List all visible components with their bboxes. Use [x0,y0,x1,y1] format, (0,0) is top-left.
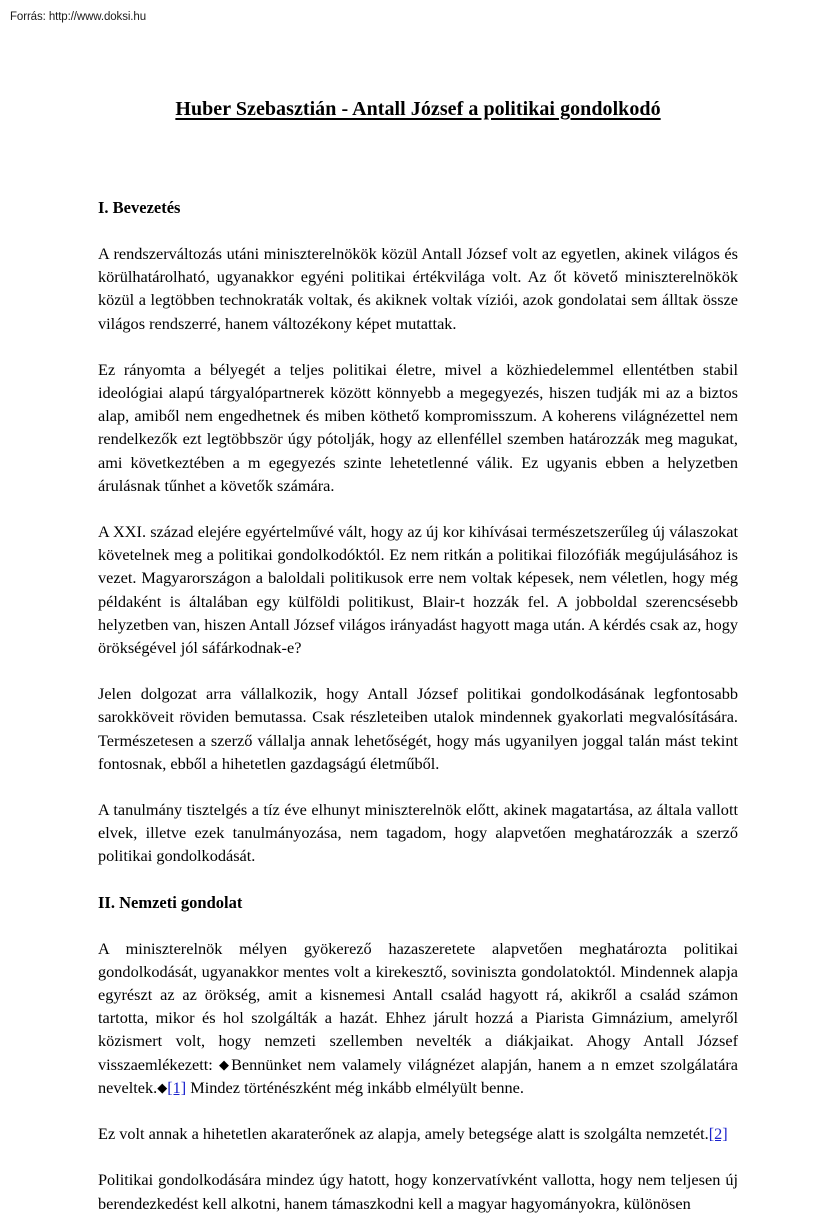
spacer [98,914,738,937]
footnote-link-2[interactable]: [2] [708,1124,728,1144]
section-heading-bevezetes: I. Bevezetés [98,198,181,217]
spacer [98,868,738,892]
paragraph-nemzeti-3: Politikai gondolkodására mindez úgy hatott, hogy konzervatívként vallotta, hogy nem teljesen új berendezkedést kell alkotni, hanem támaszkodni kell a magyar hagyományokra, különösen [98,1170,738,1213]
section-heading-nemzeti-gondolat: II. Nemzeti gondolat [98,892,243,912]
paragraph-intro-1: A rendszerváltozás utáni miniszterelnökök közül Antall József volt az egyetlen, akinek világos és körülhatárolható, ugyanakkor egyéni politikai értékvilága volt. Az őt követő miniszterelnökök közül a legtöbben technokraták voltak, és akiknek voltak víziói, azok gondolatai sem álltak össze világos rendszerré, hanem változékony képet mutattak. [98,244,738,333]
spacer [98,335,738,358]
spacer [98,1099,738,1122]
paragraph-intro-3: A XXI. század elejére egyértelművé vált, hogy az új kor kihívásai természetszerűleg új válaszokat követelnek meg a politikai gondolkodóktól. Ez nem ritkán a politikai filozófiák megújulásához is vezet. Magyarországon a baloldali politikusok erre nem voltak képesek, nem véletlen, hogy még példaként is általában egy külföldi politikust, Blair-t hozzák fel. A jobboldal szerencsésebb helyzetben van, hiszen Antall József világos irányadást hagyott maga után. A kérdés csak az, hogy örökségével jól sáfárkodnak-e? [98,522,738,658]
spacer [98,775,738,798]
paragraph-nemzeti-2 [98,1122,738,1145]
paragraph-intro-2: Ez rányomta a bélyegét a teljes politikai életre, mivel a közhiedelemmel ellentétben stabil ideológiai alapú tárgyalópartnerek között könnyebb a megegyezés, hiszen tudják mi az a biztos alap, amiből nem engedhetnek és miben köthető kompromisszum. A koherens világnézettel nem rendelkezők ezt legtöbbször úgy pótolják, hogy az ellenféllel szemben határozzák meg magukat, ami következtében a m egegyezés szinte lehetetlenné válik. Ez ugyanis ebben a helyzetben árulásnak tűnhet a követők számára. [98,359,738,495]
spacer [98,659,738,682]
page-title: Huber Szebasztián - Antall József a politikai gondolkodó [175,98,661,120]
replacement-char-close-quote-icon: ◆ [157,1080,168,1096]
paragraph-text-tail: Mindez történészként még inkább elmélyült benne. [186,1077,524,1097]
paragraph-nemzeti-1 [98,937,738,1099]
paragraph-intro-5: A tanulmány tisztelgés a tíz éve elhunyt miniszterelnök előtt, akinek magatartása, az általa vallott elvek, illetve ezek tanulmányozása, nem tagadom, hogy alapvetően meghatározzák a szerző politikai gondolkodását. [98,800,738,866]
footnote-link-1[interactable]: [1] [167,1077,187,1097]
paragraph-text: Ez volt annak a hihetetlen akaraterőnek az alapja, amely betegsége alatt is szolgálta nemzetét. [98,1124,709,1144]
quoted-text: Bennünket nem valamely világnézet alapján, hanem a n emzet szolgálatára neveltek. [98,1054,739,1097]
replacement-char-open-quote-icon: ◆ [218,1057,232,1073]
spacer [98,497,738,520]
source-url-header: Forrás: http://www.doksi.hu [10,11,146,23]
paragraph-text-lead: A miniszterelnök mélyen gyökerező hazaszeretete alapvetően meghatározta politikai gondolkodását, ugyanakkor mentes volt a kirekesztő, soviniszta gondolatoktól. Mindennek alapja egyrészt az az örökség, amit a kisnemesi Antall család hagyott rá, akikről a család számon tartotta, mikor és hol szolgálták a hazát. Ehhez járult hozzá a Piarista Gimnázium, amelyről közismert volt, hogy nemzeti szellemben nevelték a diákjaikat. Ahogy Antall József visszaemlékezett: [98,938,738,1074]
document-body [98,96,738,1215]
paragraph-intro-4: Jelen dolgozat arra vállalkozik, hogy Antall József politikai gondolkodásának legfontosabb sarokköveit röviden bemutassa. Csak részleteiben utalok mindennek gyakorlati megvalósítására. Természetesen a szerző vállalja annak lehetőségét, hogy más ugyanilyen joggal talán mást tekint fontosnak, ebből a hihetetlen gazdagságú életműből. [98,684,738,773]
title-spacer [98,122,738,197]
spacer [98,219,738,242]
spacer [98,1145,738,1168]
